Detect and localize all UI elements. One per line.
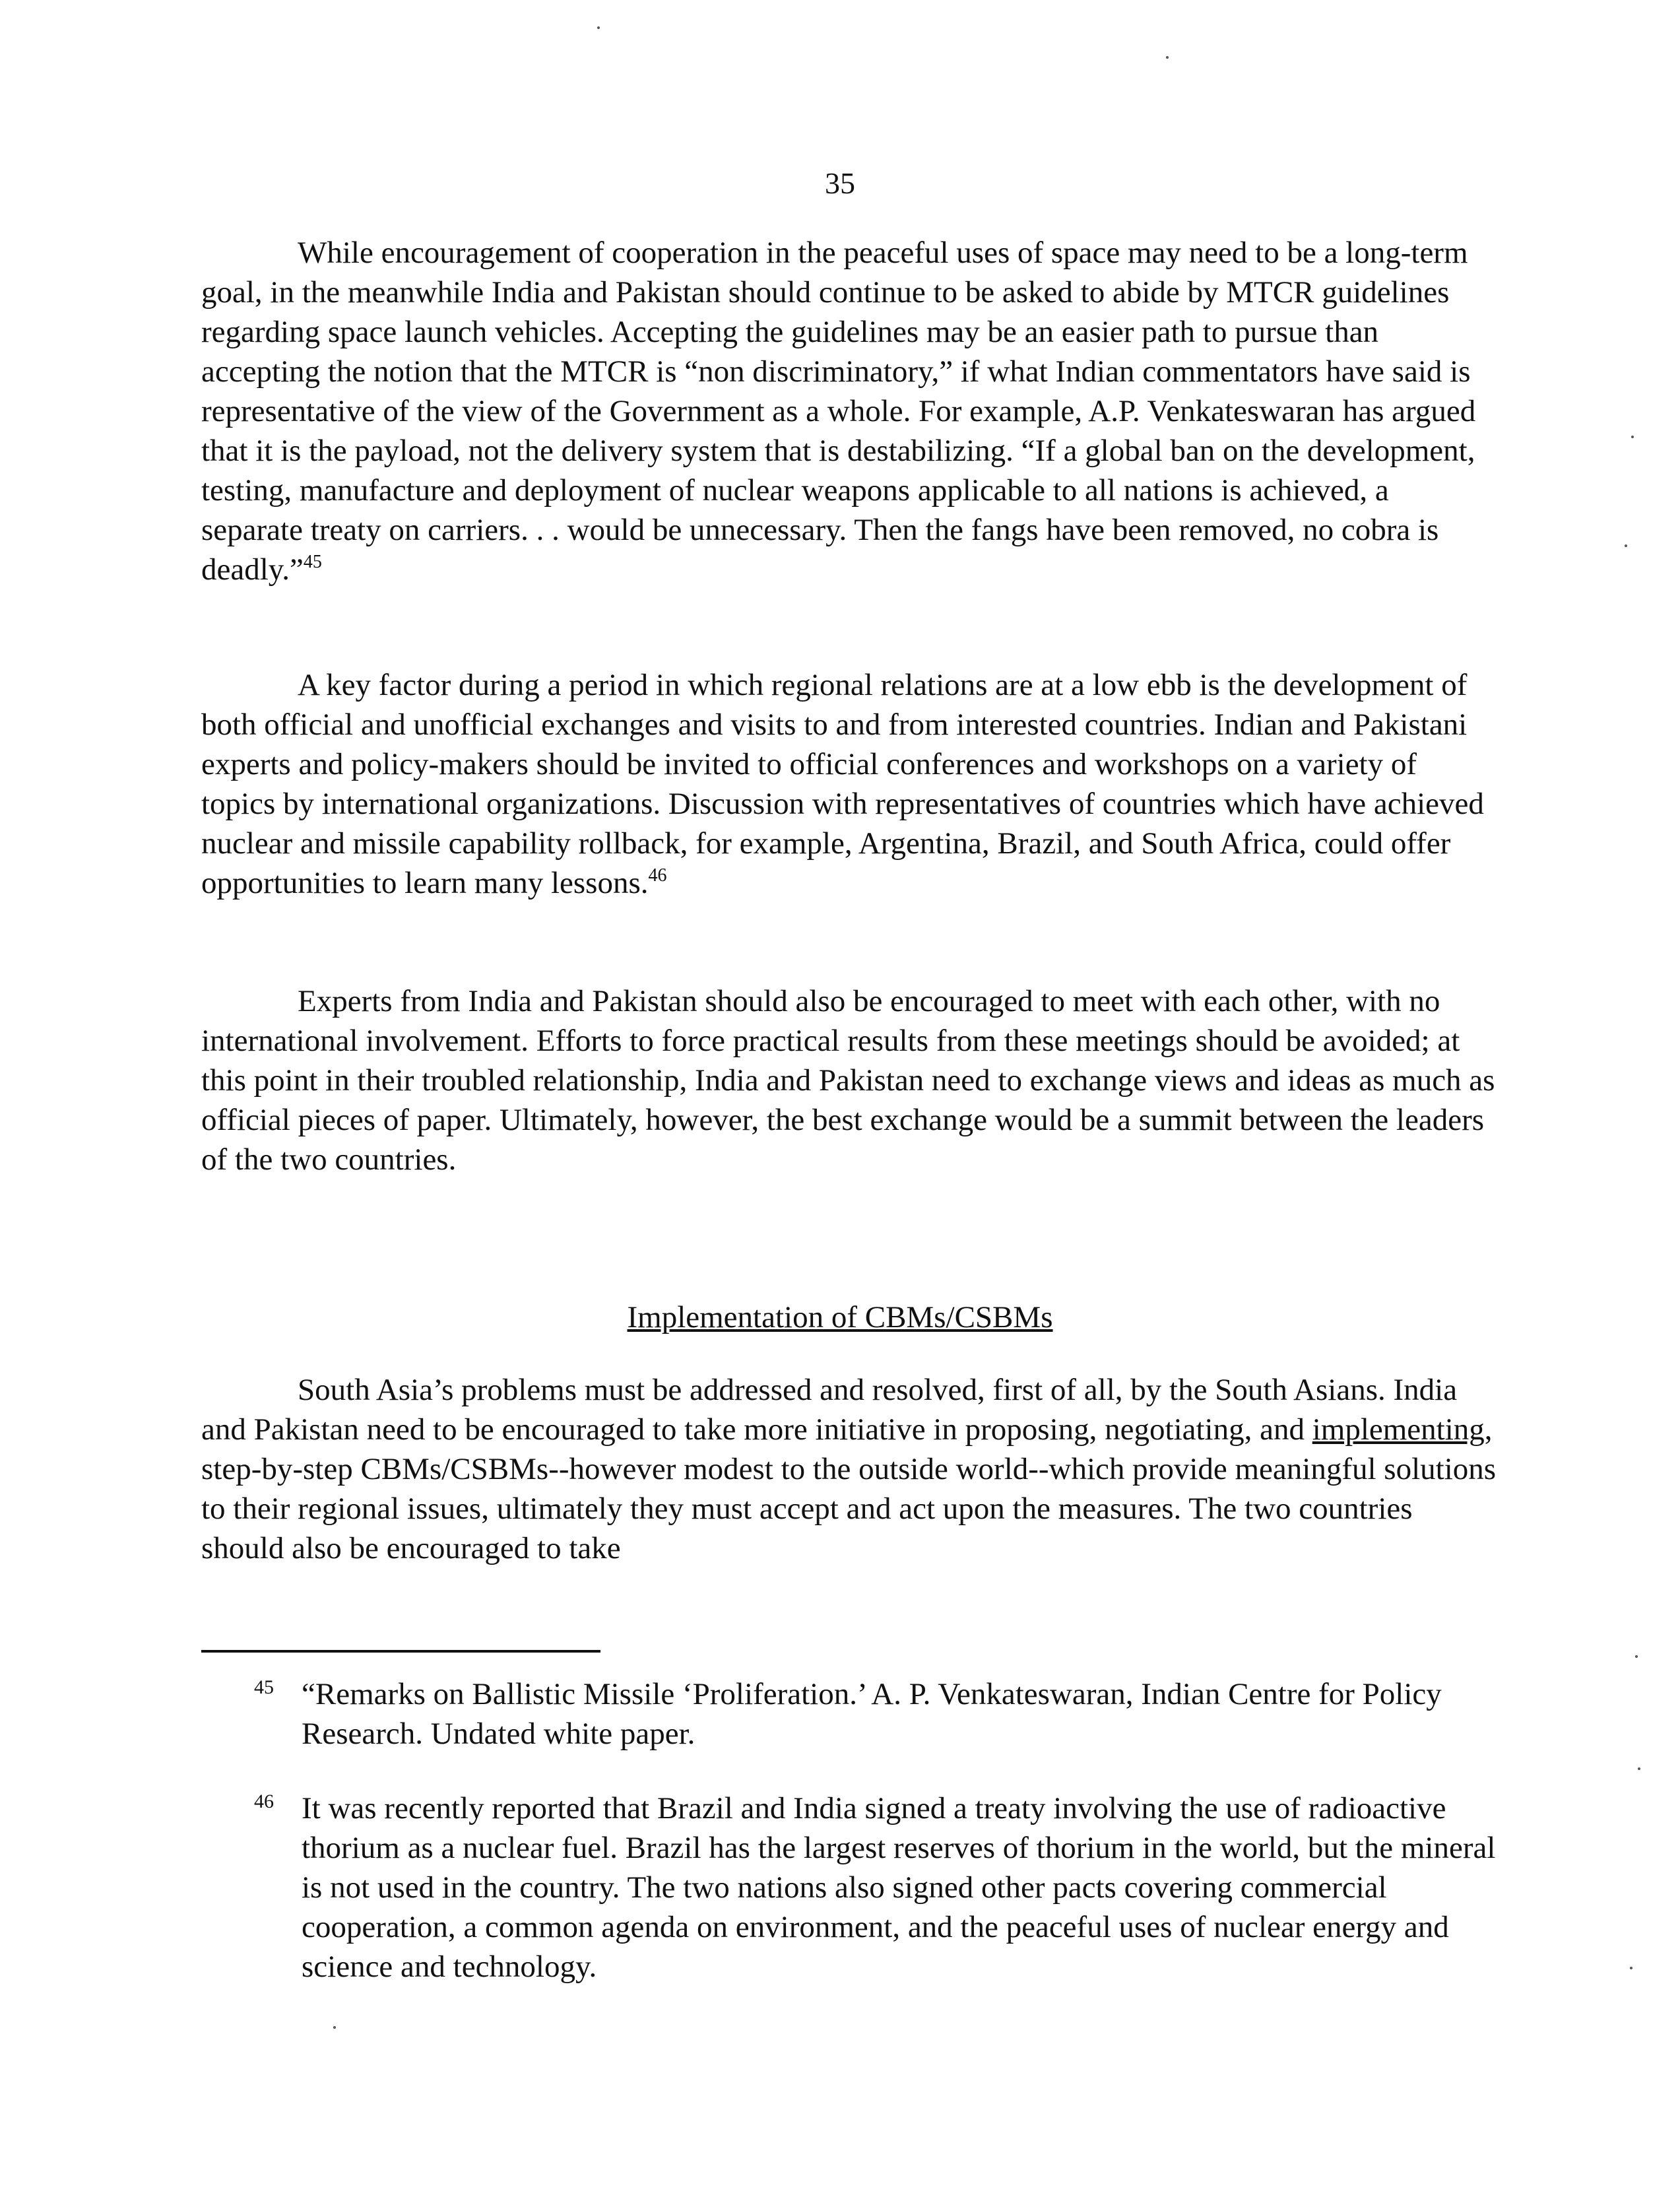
footnote-text: It was recently reported that Brazil and India signed a treaty involving the use of radioactive thorium as a nuclear fuel. Brazil has the largest reserves of thorium in the world, but the mineral is not used in the country. The two nations also signed other pacts covering commercial cooperation, a common agenda on environment, and the peaceful uses of nuclear energy and science and technology. (302, 1791, 1496, 1984)
paragraph-text-before: South Asia’s problems must be addressed and resolved, first of all, by the South Asians. India and Pakistan need to be encouraged to take more initiative in proposing, negotiating, and (201, 1373, 1458, 1447)
footnote-reference: 45 (303, 552, 322, 572)
footnote-separator-rule (201, 1650, 600, 1653)
scan-speck (597, 26, 600, 29)
paragraph-text: While encouragement of cooperation in the peaceful uses of space may need to be a long-term goal, in the meanwhile India and Pakistan should continue to be asked to abide by MTCR guidelines regarding space launch vehicles. Accepting the guidelines may be an easier path to pursue than accepting the notion that the MTCR is “non discriminatory,” if what Indian commentators have said is representative of the view of the Government as a whole. For example, A.P. Venkateswaran has argued that it is the payload, not the delivery system that is destabilizing. “If a global ban on the development, testing, manufacture and deployment of nuclear weapons applicable to all nations is achieved, a separate treaty on carriers. . . would be unnecessary. Then the fangs have been removed, no cobra is deadly.” (201, 236, 1476, 587)
paragraph-space-cooperation (201, 233, 1498, 589)
footnote-reference: 46 (648, 865, 667, 886)
scan-speck (1638, 1767, 1640, 1770)
footnote-46 (254, 1789, 1501, 1987)
footnote-mark: 46 (254, 1791, 274, 1812)
paragraph-implementation (201, 1370, 1498, 1568)
footnote-mark: 45 (254, 1676, 274, 1698)
paragraph-text-after: , step-by-step CBMs/CSBMs--however modest to the outside world--which provide meaningful solutions to their regional issues, ultimately they must accept and act upon the measures. The two countries should also be encouraged to take (201, 1412, 1497, 1565)
section-heading: Implementation of CBMs/CSBMs (627, 1300, 1053, 1334)
footnote-text: “Remarks on Ballistic Missile ‘Proliferation.’ A. P. Venkateswaran, Indian Centre for Policy Research. Undated white paper. (302, 1677, 1442, 1751)
paragraph-text: Experts from India and Pakistan should also be encouraged to meet with each other, with no international involvement. Efforts to force practical results from these meetings should be avoided; at this point in their troubled relationship, India and Pakistan need to exchange views and ideas as much as official pieces of paper. Ultimately, however, the best exchange would be a summit between the leaders of the two countries. (201, 984, 1495, 1177)
underlined-word: implementing (1312, 1412, 1485, 1447)
paragraph-exchanges (201, 665, 1498, 903)
page-number: 35 (825, 166, 855, 200)
scan-speck (333, 2026, 336, 2029)
scan-speck (1630, 1967, 1632, 1969)
scan-speck (1631, 436, 1634, 438)
scan-speck (1166, 56, 1169, 59)
paragraph-text: A key factor during a period in which regional relations are at a low ebb is the development of both official and unofficial exchanges and visits to and from interested countries. Indian and Pakistani experts and policy-makers should be invited to official conferences and workshops on a variety of topics by international organizations. Discussion with representatives of countries which have achieved nuclear and missile capability rollback, for example, Argentina, Brazil, and South Africa, could offer opportunities to learn many lessons. (201, 668, 1484, 900)
scan-speck (1635, 1655, 1638, 1658)
footnote-45 (254, 1674, 1501, 1754)
scan-speck (1625, 544, 1627, 547)
paragraph-expert-meetings (201, 981, 1498, 1179)
